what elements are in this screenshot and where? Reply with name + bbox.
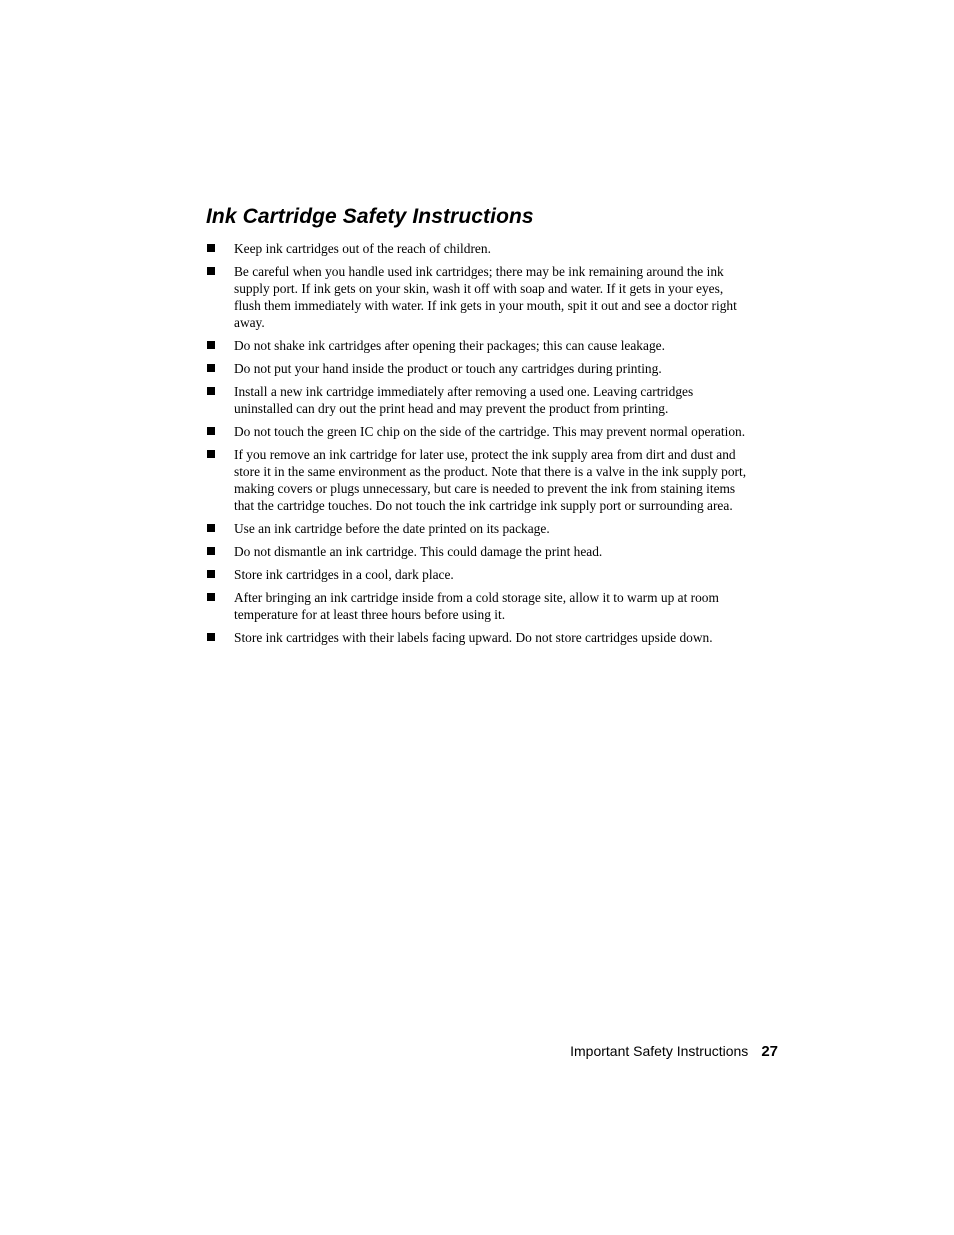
square-bullet-icon: [206, 263, 234, 280]
list-item: [206, 446, 751, 514]
square-bullet-icon: [206, 589, 234, 606]
list-item-text: Do not shake ink cartridges after opening their packages; this can cause leakage.: [234, 338, 665, 353]
list-item-text: Do not dismantle an ink cartridge. This could damage the print head.: [234, 544, 603, 559]
square-bullet-icon: [206, 520, 234, 537]
safety-instructions-list: [206, 240, 751, 652]
list-item: [206, 566, 751, 583]
list-item-text: After bringing an ink cartridge inside from a cold storage site, allow it to warm up at room temperature for at least three hours before using it.: [234, 590, 719, 622]
page-footer: [570, 1041, 778, 1062]
list-item-text: Store ink cartridges in a cool, dark place.: [234, 567, 454, 582]
list-item-text: Use an ink cartridge before the date printed on its package.: [234, 521, 550, 536]
list-item-text: Be careful when you handle used ink cartridges; there may be ink remaining around the ink supply port. If ink gets on your skin, wash it off with soap and water. If it gets in your eyes, flush them immediately with water. If ink gets in your mouth, spit it out and see a doctor right away.: [234, 264, 737, 330]
list-item-text: Keep ink cartridges out of the reach of children.: [234, 241, 491, 256]
square-bullet-icon: [206, 566, 234, 583]
list-item: [206, 240, 751, 257]
square-bullet-icon: [206, 629, 234, 646]
list-item-text: Do not touch the green IC chip on the side of the cartridge. This may prevent normal operation.: [234, 424, 746, 439]
list-item: [206, 263, 751, 331]
square-bullet-icon: [206, 543, 234, 560]
list-item: [206, 360, 751, 377]
list-item: [206, 589, 751, 623]
list-item-text: If you remove an ink cartridge for later use, protect the ink supply area from dirt and dust and store it in the same environment as the product. Note that there is a valve in the ink supply port, making covers or plugs unnecessary, but care is needed to prevent the ink from staining items that the cartridge touches. Do not touch the ink cartridge ink supply port or surrounding area.: [234, 447, 747, 513]
list-item-text: Do not put your hand inside the product or touch any cartridges during printing.: [234, 361, 662, 376]
list-item: [206, 337, 751, 354]
page-title: Ink Cartridge Safety Instructions: [206, 205, 534, 228]
list-item: [206, 383, 751, 417]
list-item: [206, 520, 751, 537]
footer-section-title: Important Safety Instructions: [570, 1043, 749, 1059]
list-item-text: Install a new ink cartridge immediately after removing a used one. Leaving cartridges uninstalled can dry out the print head and may prevent the product from printing.: [234, 384, 694, 416]
square-bullet-icon: [206, 423, 234, 440]
square-bullet-icon: [206, 337, 234, 354]
list-item: [206, 543, 751, 560]
square-bullet-icon: [206, 446, 234, 463]
square-bullet-icon: [206, 240, 234, 257]
page-number: 27: [761, 1043, 778, 1060]
list-item-text: Store ink cartridges with their labels facing upward. Do not store cartridges upside down.: [234, 630, 713, 645]
square-bullet-icon: [206, 383, 234, 400]
list-item: [206, 629, 751, 646]
list-item: [206, 423, 751, 440]
square-bullet-icon: [206, 360, 234, 377]
